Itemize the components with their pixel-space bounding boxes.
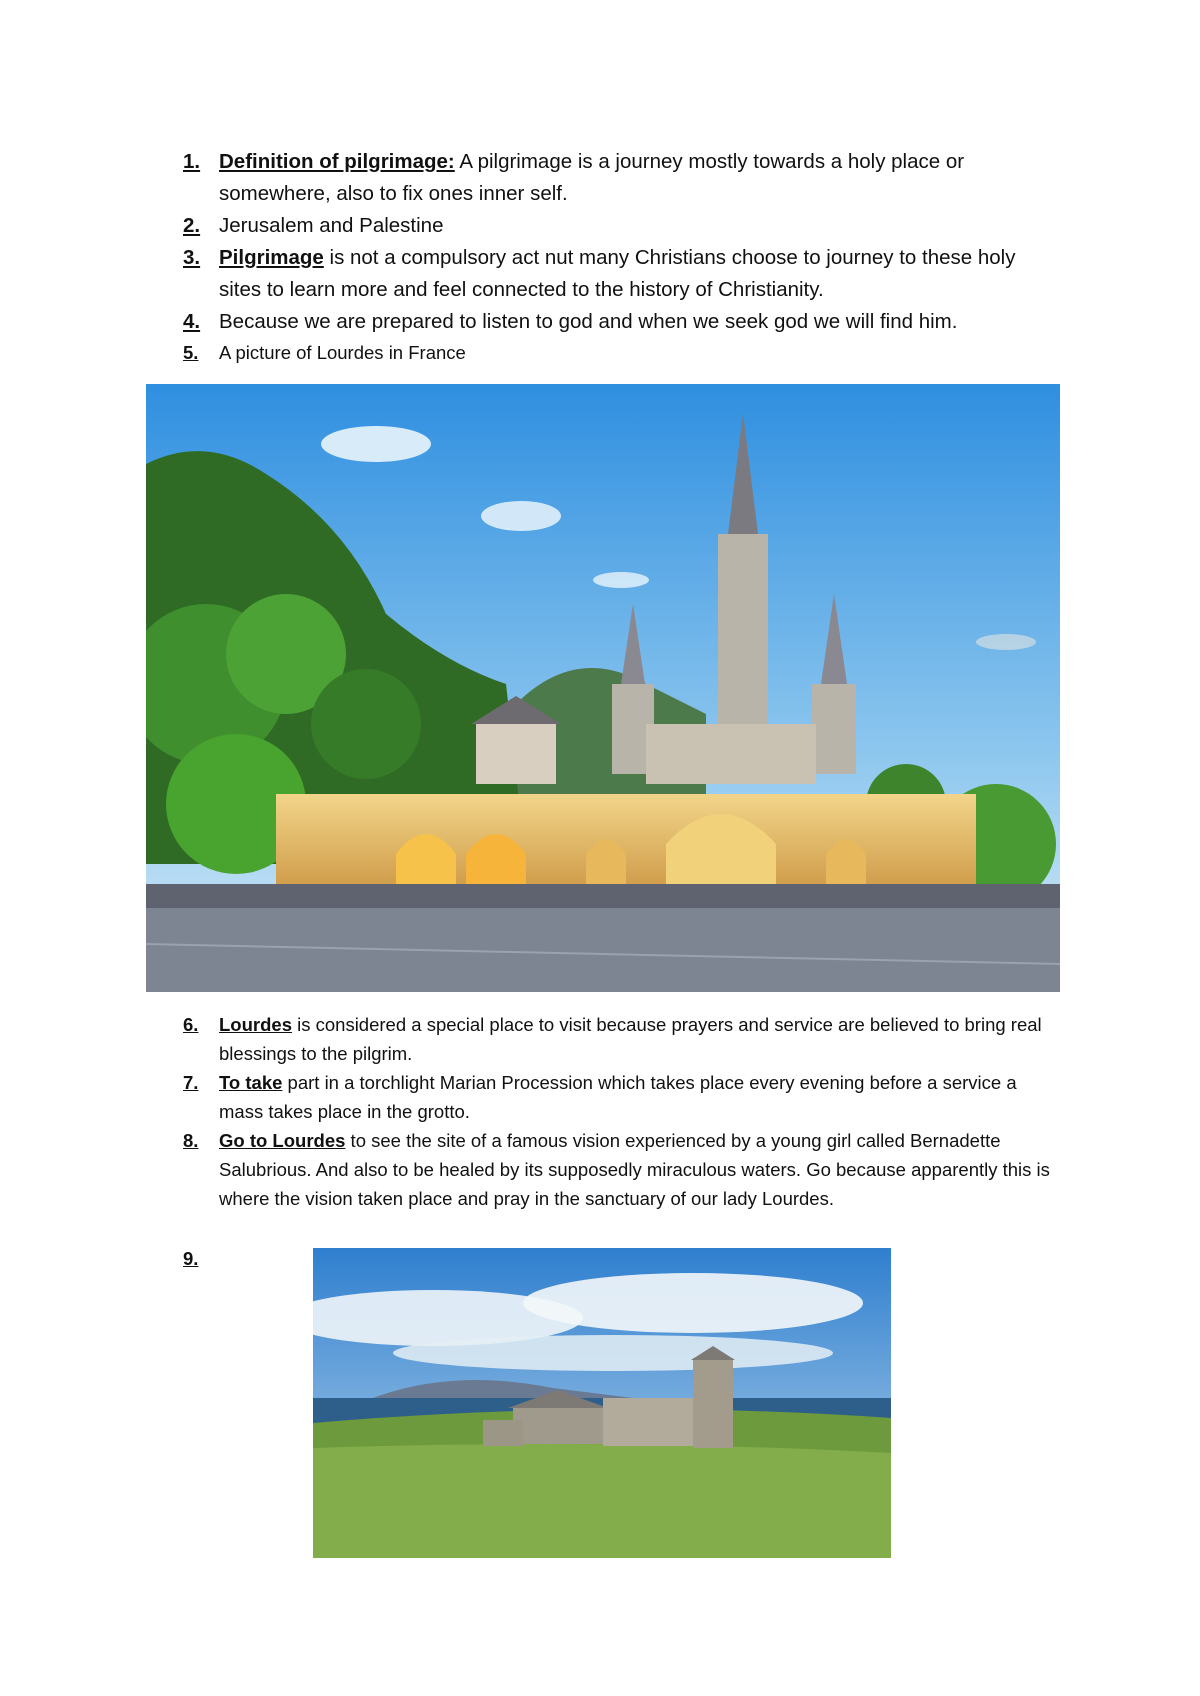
list-item-1 [183,146,1063,210]
item-text: part in a torchlight Marian Procession which takes place every evening before a service a mass takes place in the grotto. [219,1072,1017,1122]
item-text: A picture of Lourdes in France [219,342,466,363]
item-keyword: Pilgrimage [219,246,324,269]
item-number: 5. [183,342,199,363]
list-item-3 [183,242,1063,306]
item-number: 1. [183,150,201,173]
item-text: is considered a special place to visit because prayers and service are believed to bring real blessings to the pilgrim. [219,1014,1042,1064]
item-keyword: Definition of pilgrimage: [219,150,455,173]
item-keyword: Go to Lourdes [219,1130,346,1151]
item-number: 9. [183,1248,199,1269]
item-number: 6. [183,1014,199,1035]
list-item-2 [183,210,1063,242]
item-number: 8. [183,1130,199,1151]
item-number: 7. [183,1072,199,1093]
item-keyword: Lourdes [219,1014,292,1035]
item-keyword: To take [219,1072,283,1093]
list-item-5 [183,338,1063,367]
list-item-8 [183,1126,1063,1213]
item-number: 3. [183,246,201,269]
item-number: 4. [183,310,201,333]
list-item-6 [183,1010,1063,1068]
lourdes-basilica-image [146,384,1060,992]
item-text: Because we are prepared to listen to god and when we seek god we will find him. [219,310,958,333]
item-text: is not a compulsory act nut many Christians choose to journey to these holy sites to learn more and feel connected to the history of Christianity. [219,246,1016,301]
item-number: 2. [183,214,201,237]
item-text: A pilgrimage is a journey mostly towards a holy place or somewhere, also to fix ones inner self. [219,150,965,205]
item-text: Jerusalem and Palestine [219,214,444,237]
item-text: to see the site of a famous vision experienced by a young girl called Bernadette Salubrious. And also to be healed by its supposedly miraculous waters. Go because apparently this is where the vision taken place and pray in the sanctuary of our lady Lourdes. [219,1130,1050,1209]
list-item-7 [183,1068,1063,1126]
island-abbey-image [313,1248,891,1558]
list-item-4 [183,306,1063,338]
